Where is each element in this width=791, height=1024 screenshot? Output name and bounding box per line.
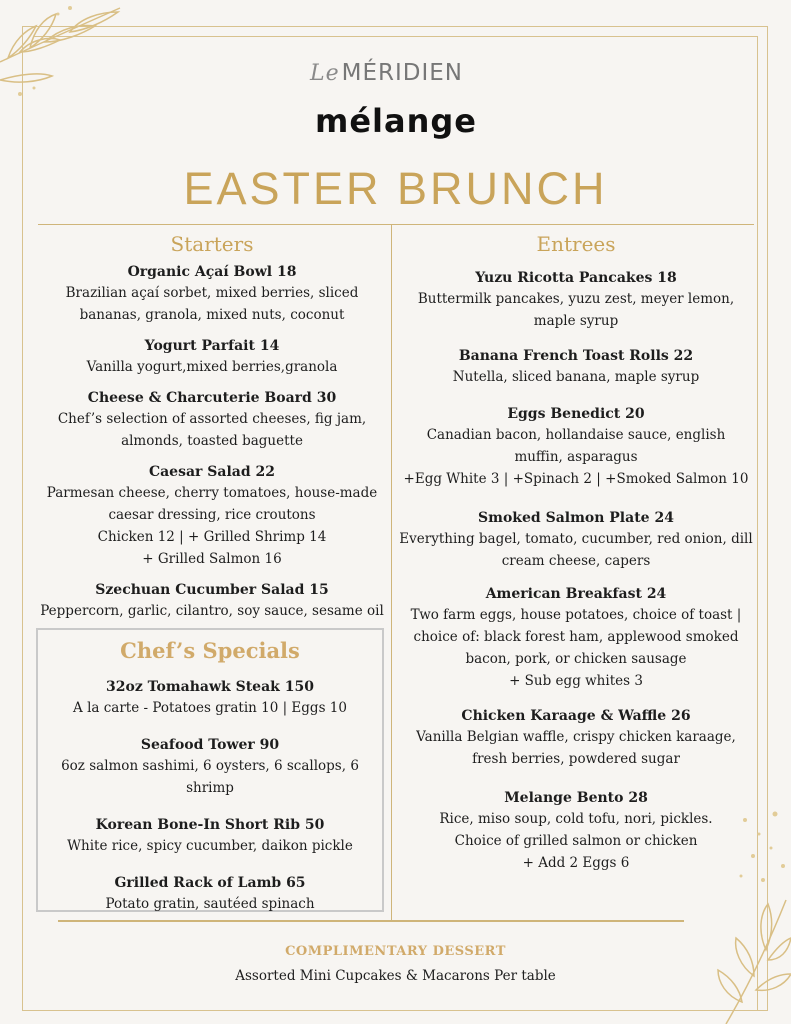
menu-item-name: Smoked Salmon Plate 24 bbox=[478, 510, 674, 526]
menu-item-desc: bananas, granola, mixed nuts, coconut bbox=[79, 307, 345, 323]
menu-item bbox=[38, 873, 382, 915]
column-divider bbox=[391, 224, 392, 920]
menu-item-desc: choice of: black forest ham, applewood smoked bbox=[413, 629, 739, 645]
menu-item-name: Grilled Rack of Lamb 65 bbox=[114, 875, 306, 891]
bottom-divider bbox=[58, 920, 684, 922]
menu-item bbox=[398, 346, 754, 388]
menu-item-desc: Rice, miso soup, cold tofu, nori, pickles. bbox=[439, 811, 713, 827]
menu-item-desc: Parmesan cheese, cherry tomatoes, house-made bbox=[46, 485, 378, 501]
menu-item bbox=[38, 336, 386, 378]
menu-item-desc: fresh berries, powdered sugar bbox=[472, 751, 680, 767]
menu-item-name: Banana French Toast Rolls 22 bbox=[458, 348, 694, 364]
menu-item bbox=[398, 404, 754, 490]
menu-item bbox=[38, 815, 382, 857]
menu-item-desc: Two farm eggs, house potatoes, choice of toast | bbox=[410, 607, 742, 623]
menu-item bbox=[398, 508, 754, 572]
menu-item bbox=[38, 735, 382, 799]
menu-item-desc: maple syrup bbox=[533, 313, 619, 329]
menu-item bbox=[38, 388, 386, 452]
gold-leaf-branch-icon bbox=[0, 0, 140, 100]
menu-item bbox=[38, 262, 386, 326]
menu-item-desc: Vanilla yogurt,mixed berries,granola bbox=[86, 359, 338, 375]
menu-item-desc: Brazilian açaí sorbet, mixed berries, sliced bbox=[65, 285, 359, 301]
restaurant-logo: mélange bbox=[315, 102, 477, 140]
menu-item-desc: + Sub egg whites 3 bbox=[509, 673, 643, 689]
menu-item-desc: bacon, pork, or chicken sausage bbox=[465, 651, 687, 667]
menu-item bbox=[398, 788, 754, 874]
menu-item-desc: Peppercorn, garlic, cilantro, soy sauce, sesame oil bbox=[40, 603, 384, 619]
menu-item bbox=[38, 580, 386, 622]
menu-item-desc: cream cheese, capers bbox=[501, 553, 651, 569]
menu-item-desc: Nutella, sliced banana, maple syrup bbox=[452, 369, 700, 385]
menu-item-desc: Choice of grilled salmon or chicken bbox=[454, 833, 698, 849]
menu-item-desc: 6oz salmon sashimi, 6 oysters, 6 scallops, 6 shrimp bbox=[61, 758, 359, 796]
title-divider bbox=[38, 224, 754, 225]
menu-item-name: Yogurt Parfait 14 bbox=[144, 338, 280, 354]
menu-item-desc: Chicken 12 | + Grilled Shrimp 14 bbox=[97, 529, 327, 545]
menu-item-name: Eggs Benedict 20 bbox=[507, 406, 645, 422]
menu-item-desc: Everything bagel, tomato, cucumber, red onion, dill bbox=[399, 531, 753, 547]
menu-item bbox=[38, 677, 382, 719]
entrees-heading: Entrees bbox=[536, 232, 616, 256]
menu-item-desc: almonds, toasted baguette bbox=[121, 433, 303, 449]
menu-item bbox=[38, 462, 386, 570]
hotel-logo bbox=[310, 60, 510, 86]
menu-item-name: Melange Bento 28 bbox=[504, 790, 648, 806]
menu-item-desc: A la carte - Potatoes gratin 10 | Eggs 10 bbox=[73, 700, 347, 716]
menu-item bbox=[398, 706, 754, 770]
menu-item-name: Organic Açaí Bowl 18 bbox=[127, 264, 297, 280]
menu-item-desc: + Grilled Salmon 16 bbox=[142, 551, 282, 567]
chefs-specials-heading: Chef’s Specials bbox=[120, 638, 300, 663]
menu-item bbox=[398, 584, 754, 692]
chefs-specials-section bbox=[36, 628, 384, 912]
menu-item-name: Cheese & Charcuterie Board 30 bbox=[87, 390, 337, 406]
menu-item-name: American Breakfast 24 bbox=[485, 586, 667, 602]
dessert-text: Assorted Mini Cupcakes & Macarons Per table bbox=[235, 968, 556, 984]
menu-item-desc: Canadian bacon, hollandaise sauce, english bbox=[426, 427, 726, 443]
menu-item-desc: Vanilla Belgian waffle, crispy chicken karaage, bbox=[416, 729, 736, 745]
menu-item-desc: caesar dressing, rice croutons bbox=[108, 507, 316, 523]
hotel-logo-script: Le bbox=[310, 61, 340, 86]
menu-item-desc: Chef’s selection of assorted cheeses, fig jam, bbox=[57, 411, 367, 427]
menu-item bbox=[398, 268, 754, 332]
hotel-logo-name: MÉRIDIEN bbox=[341, 60, 464, 86]
menu-item-desc: muffin, asparagus bbox=[514, 449, 638, 465]
menu-item-name: Korean Bone-In Short Rib 50 bbox=[95, 817, 325, 833]
starters-heading: Starters bbox=[170, 232, 254, 256]
menu-item-desc: White rice, spicy cucumber, daikon pickle bbox=[67, 838, 353, 854]
menu-item-name: 32oz Tomahawk Steak 150 bbox=[106, 679, 314, 695]
entrees-section bbox=[398, 232, 754, 884]
starters-section bbox=[38, 232, 386, 632]
menu-item-name: Chicken Karaage & Waffle 26 bbox=[461, 708, 691, 724]
menu-item-desc: Potato gratin, sautéed spinach bbox=[105, 896, 315, 912]
menu-item-desc: + Add 2 Eggs 6 bbox=[522, 855, 630, 871]
menu-item-name: Yuzu Ricotta Pancakes 18 bbox=[475, 270, 677, 286]
page-title: EASTER BRUNCH bbox=[183, 163, 608, 214]
menu-item-name: Caesar Salad 22 bbox=[148, 464, 276, 480]
menu-item-desc: +Egg White 3 | +Spinach 2 | +Smoked Salmon 10 bbox=[403, 471, 749, 487]
dessert-heading: COMPLIMENTARY DESSERT bbox=[285, 944, 506, 959]
menu-item-desc: Buttermilk pancakes, yuzu zest, meyer lemon, bbox=[417, 291, 735, 307]
menu-item-name: Szechuan Cucumber Salad 15 bbox=[95, 582, 329, 598]
menu-item-name: Seafood Tower 90 bbox=[140, 737, 280, 753]
